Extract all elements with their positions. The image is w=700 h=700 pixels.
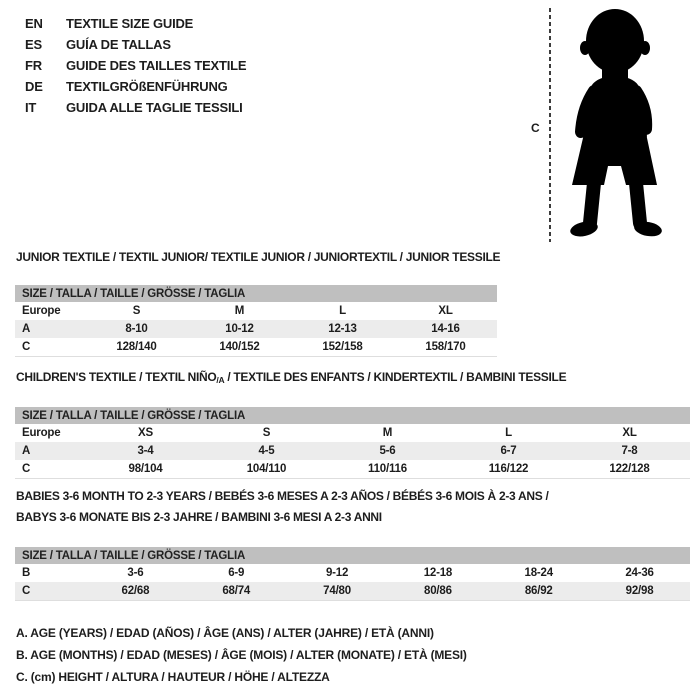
table-cell: 8-10 xyxy=(125,323,148,335)
table-cell: 7-8 xyxy=(621,445,638,457)
note-c: C. (cm) HEIGHT / ALTURA / HAUTEUR / HÖHE / ALTEZZA xyxy=(16,670,330,684)
table-cell: M xyxy=(382,427,393,439)
title-subscript: /A xyxy=(216,375,225,385)
table-cell: XL xyxy=(622,427,637,439)
table-cell: L xyxy=(505,427,512,439)
table-cell: 12-18 xyxy=(423,567,453,579)
table-cell: 116/122 xyxy=(488,463,529,475)
lang-label: TEXTILGRÖßENFÜHRUNG xyxy=(66,79,228,94)
table-cell: 9-12 xyxy=(325,567,349,579)
legend-notes xyxy=(16,626,467,692)
junior-section-title: JUNIOR TEXTILE / TEXTIL JUNIOR/ TEXTILE JUNIOR / JUNIORTEXTIL / JUNIOR TESSILE xyxy=(16,250,501,264)
language-header xyxy=(25,13,246,118)
table-cell: 5-6 xyxy=(379,445,396,457)
lang-code: ES xyxy=(25,37,42,52)
row-label: Europe xyxy=(22,427,61,439)
table-row xyxy=(15,424,690,442)
table-row xyxy=(15,302,497,320)
lang-label: GUIDE DES TAILLES TEXTILE xyxy=(66,58,247,73)
table-cell: L xyxy=(339,305,346,317)
row-label: A xyxy=(22,323,31,335)
table-cell: 98/104 xyxy=(128,463,163,475)
table-cell: 104/110 xyxy=(246,463,287,475)
lang-label: TEXTILE SIZE GUIDE xyxy=(66,16,194,31)
table-cell: 10-12 xyxy=(225,323,254,335)
babies-size-table xyxy=(15,547,690,601)
row-label: C xyxy=(22,585,31,597)
row-label: C xyxy=(22,463,31,475)
babies-section-title xyxy=(16,489,548,531)
lang-label: GUIDA ALLE TAGLIE TESSILI xyxy=(66,100,243,115)
table-cell: XL xyxy=(438,305,453,317)
table-cell: 6-9 xyxy=(228,567,245,579)
table-cell: 12-13 xyxy=(328,323,357,335)
table-header-bar: SIZE / TALLA / TAILLE / GRÖSSE / TAGLIA xyxy=(15,285,497,302)
table-cell: S xyxy=(132,305,141,317)
lang-row-es xyxy=(25,34,246,55)
table-cell: 86/92 xyxy=(524,585,553,597)
children-section-title xyxy=(16,370,566,385)
table-cell: 152/158 xyxy=(322,341,363,353)
baby-silhouette-icon xyxy=(558,5,668,241)
table-header-bar: SIZE / TALLA / TAILLE / GRÖSSE / TAGLIA xyxy=(15,547,690,564)
row-label: C xyxy=(22,341,31,353)
table-cell: 62/68 xyxy=(121,585,150,597)
table-cell: 74/80 xyxy=(323,585,351,597)
lang-row-fr xyxy=(25,55,246,76)
row-label: B xyxy=(22,567,31,579)
table-cell: 68/74 xyxy=(222,585,251,597)
table-row xyxy=(15,460,690,478)
table-cell: 80/86 xyxy=(424,585,452,597)
table-row xyxy=(15,564,690,582)
lang-code: EN xyxy=(25,16,43,31)
table-cell: 92/98 xyxy=(625,585,654,597)
lang-row-de xyxy=(25,76,246,97)
lang-code: FR xyxy=(25,58,42,73)
table-cell: 3-4 xyxy=(137,445,154,457)
table-cell: 14-16 xyxy=(431,323,460,335)
table-cell: M xyxy=(234,305,245,317)
table-cell: 128/140 xyxy=(116,341,157,353)
table-cell: 24-36 xyxy=(625,567,654,579)
table-row xyxy=(15,442,690,460)
measure-c-label: C xyxy=(531,121,540,135)
title-line-1: BABIES 3-6 MONTH TO 2-3 YEARS / BEBÉS 3-6 MESES A 2-3 AÑOS / BÉBÉS 3-6 MOIS À 2-3 ANS / xyxy=(16,489,549,503)
table-cell: XS xyxy=(138,427,153,439)
table-row xyxy=(15,338,497,356)
table-cell: 3-6 xyxy=(127,567,144,579)
title-text: CHILDREN'S TEXTILE / TEXTIL NIÑO xyxy=(16,370,217,384)
table-cell: 158/170 xyxy=(425,341,466,353)
row-label: Europe xyxy=(22,305,61,317)
note-b: B. AGE (MONTHS) / EDAD (MESES) / ÂGE (MOIS) / ALTER (MONATE) / ETÀ (MESI) xyxy=(16,648,467,662)
lang-code: DE xyxy=(25,79,43,94)
junior-size-table xyxy=(15,285,497,357)
table-cell: 6-7 xyxy=(500,445,517,457)
title-text: / TEXTILE DES ENFANTS / KINDERTEXTIL / BAMBINI TESSILE xyxy=(224,370,567,384)
note-a: A. AGE (YEARS) / EDAD (AÑOS) / ÂGE (ANS) / ALTER (JAHRE) / ETÀ (ANNI) xyxy=(16,626,434,640)
children-size-table xyxy=(15,407,690,479)
row-label: A xyxy=(22,445,31,457)
lang-code: IT xyxy=(25,100,37,115)
lang-label: GUÍA DE TALLAS xyxy=(66,37,171,52)
title-line-2: BABYS 3-6 MONATE BIS 2-3 JAHRE / BAMBINI 3-6 MESI A 2-3 ANNI xyxy=(16,510,382,524)
table-cell: 140/152 xyxy=(219,341,260,353)
height-measure-dashed-line xyxy=(549,8,551,242)
table-header-bar: SIZE / TALLA / TAILLE / GRÖSSE / TAGLIA xyxy=(15,407,690,424)
table-cell: S xyxy=(262,427,271,439)
table-cell: 122/128 xyxy=(609,463,650,475)
lang-row-it xyxy=(25,97,246,118)
table-row xyxy=(15,320,497,338)
table-cell: 18-24 xyxy=(524,567,553,579)
table-cell: 110/116 xyxy=(368,463,407,475)
lang-row-en xyxy=(25,13,246,34)
table-cell: 4-5 xyxy=(258,445,275,457)
table-row xyxy=(15,582,690,600)
